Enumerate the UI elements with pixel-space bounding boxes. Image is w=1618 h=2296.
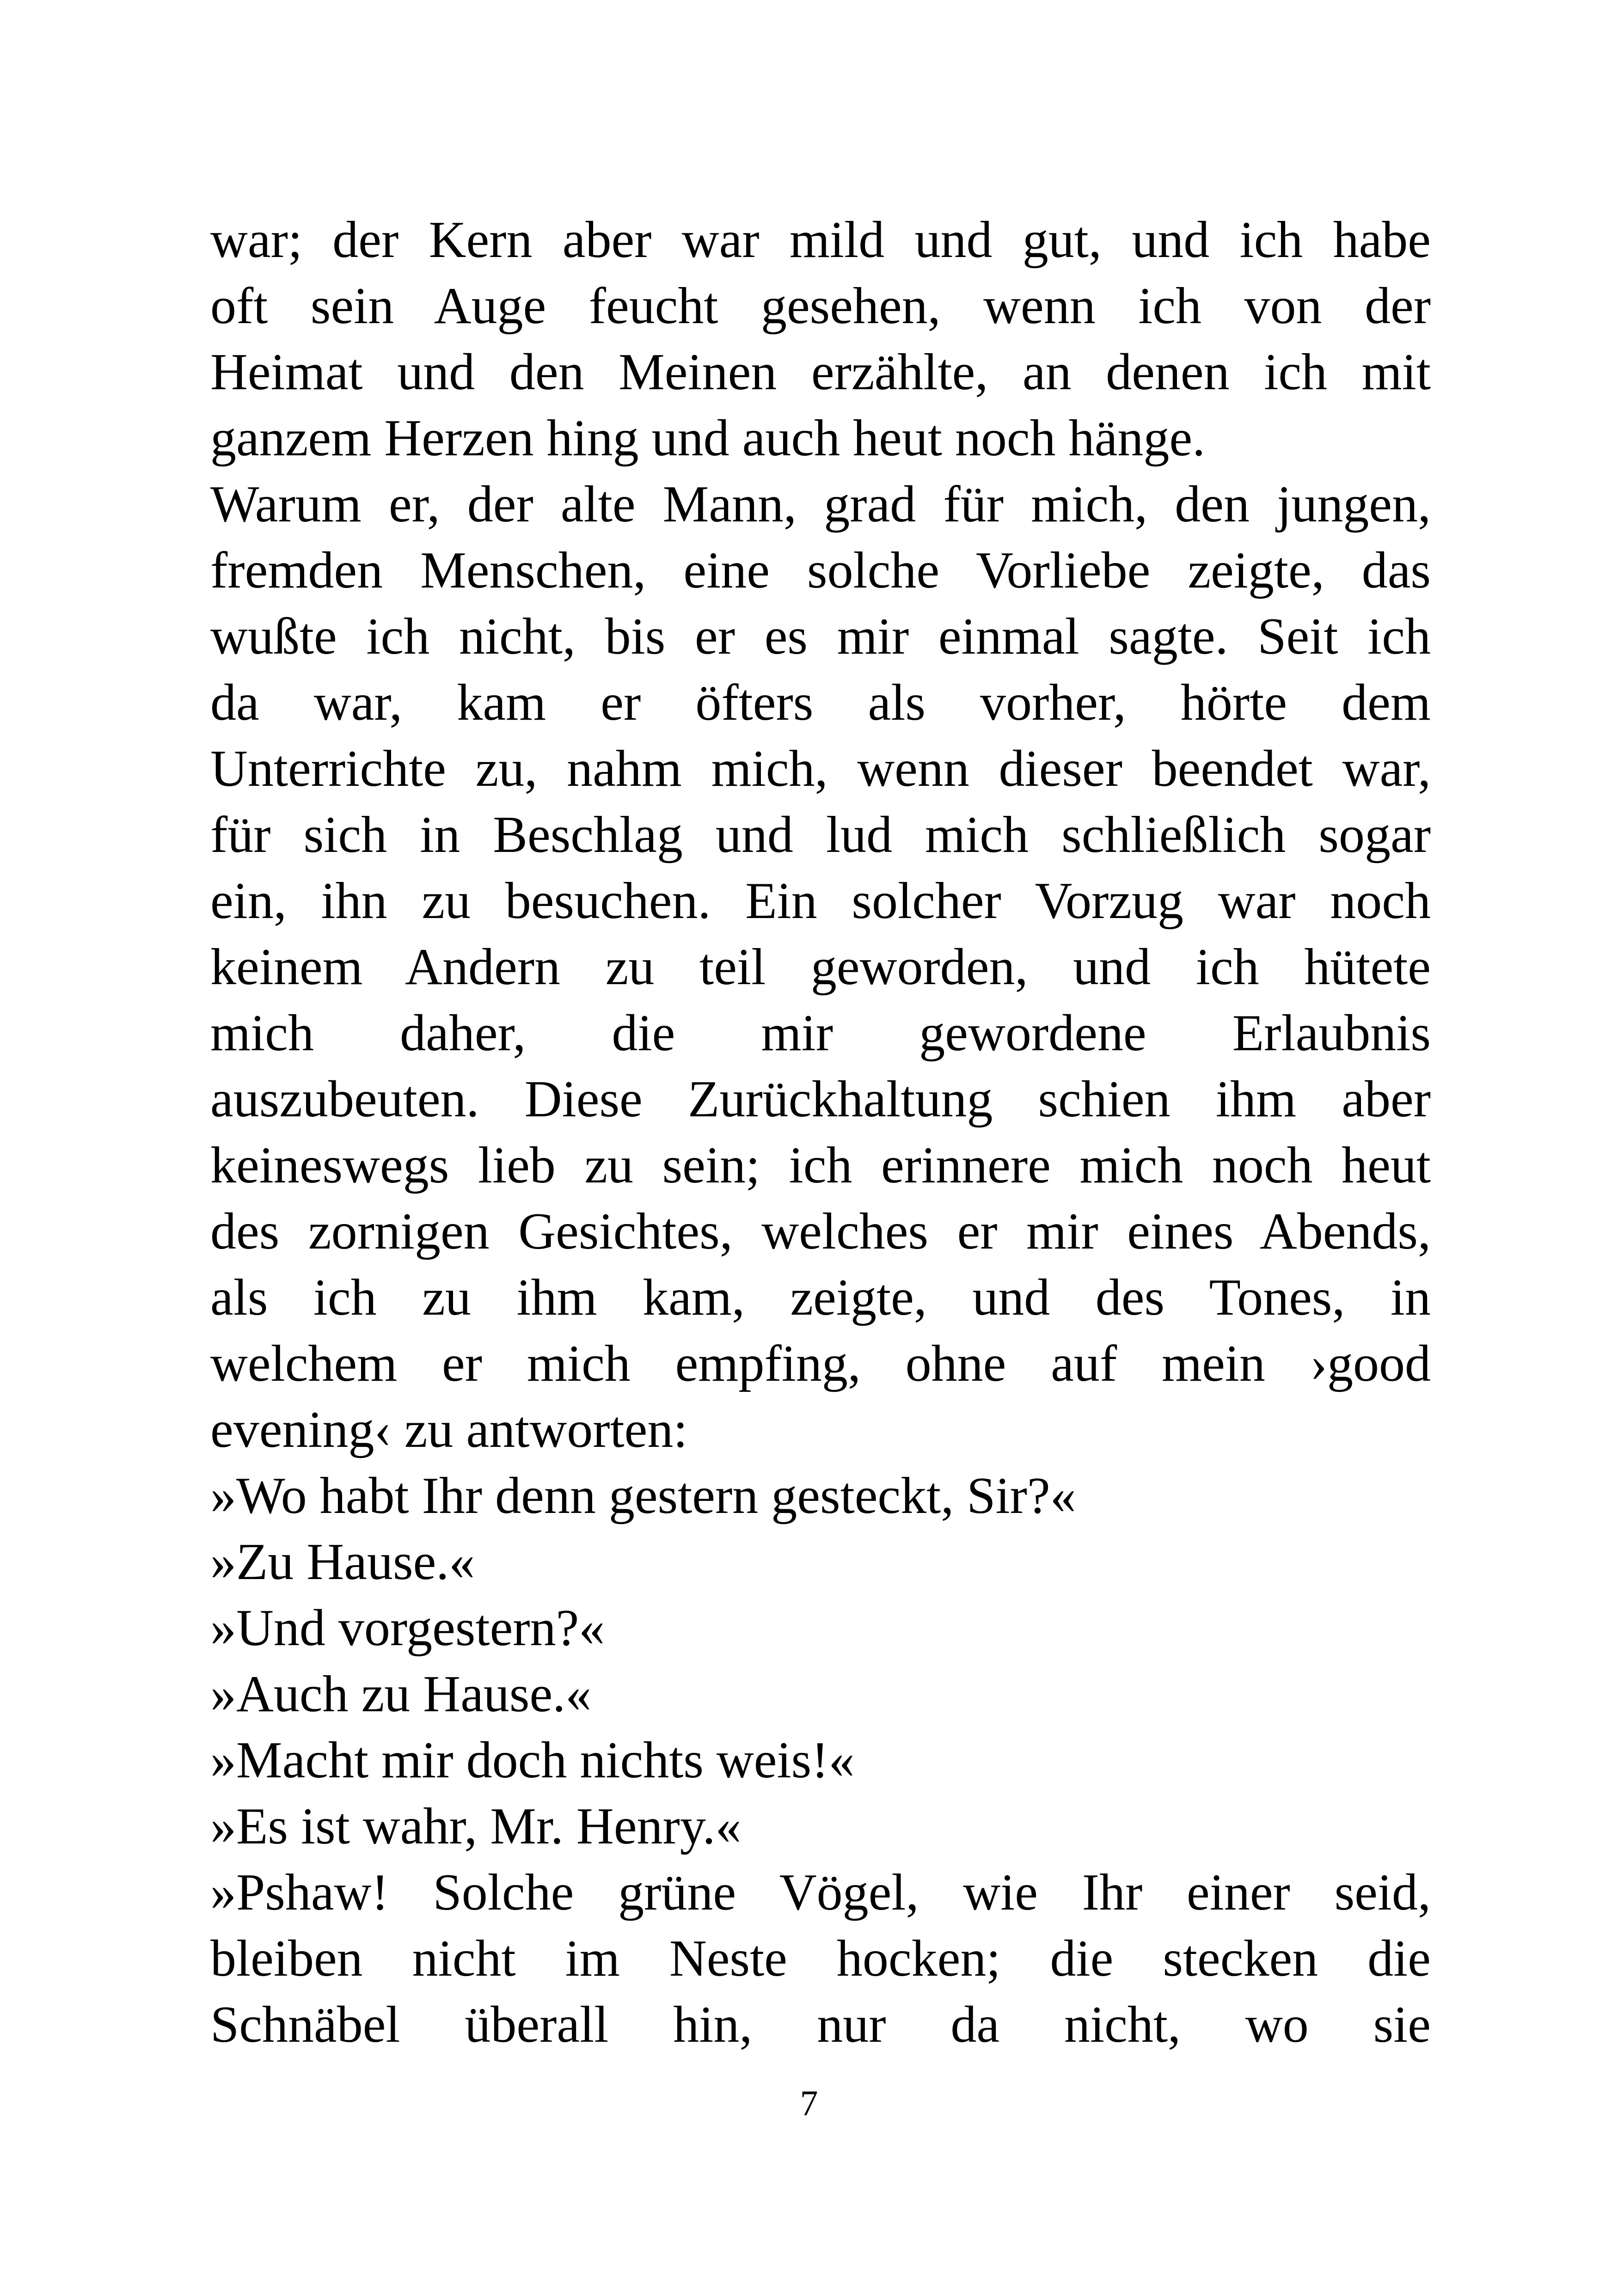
dialogue-line: »Es ist wahr, Mr. Henry.«	[210, 1798, 742, 1855]
text-line: oft sein Auge feucht gesehen, wenn ich von der	[210, 277, 1431, 335]
text-line: da war, kam er öfters als vorher, hörte dem	[210, 674, 1431, 731]
text-line: ein, ihn zu besuchen. Ein solcher Vorzug war noch	[210, 872, 1431, 930]
page-number: 7	[800, 2083, 818, 2123]
dialogue-line: »Wo habt Ihr denn gestern gesteckt, Sir?«	[210, 1467, 1076, 1525]
text-line: keineswegs lieb zu sein; ich erinnere mich noch heut	[210, 1137, 1431, 1194]
text-line: war; der Kern aber war mild und gut, und ich habe	[210, 211, 1431, 269]
dialogue-line: »Zu Hause.«	[210, 1533, 475, 1591]
text-line: keinem Andern zu teil geworden, und ich hütete	[210, 938, 1431, 996]
dialogue-line: »Macht mir doch nichts weis!«	[210, 1732, 855, 1789]
text-line: evening‹ zu antworten:	[210, 1401, 688, 1458]
text-line: mich daher, die mir gewordene Erlaubnis	[210, 1004, 1431, 1062]
dialogue-line: Schnäbel überall hin, nur da nicht, wo sie	[210, 1996, 1431, 2053]
text-line: Warum er, der alte Mann, grad für mich, den jungen,	[210, 476, 1431, 533]
text-line: Heimat und den Meinen erzählte, an denen ich mit	[210, 343, 1431, 401]
text-line: wußte ich nicht, bis er es mir einmal sagte. Seit ich	[210, 608, 1431, 665]
text-line: Unterrichte zu, nahm mich, wenn dieser beendet war,	[210, 740, 1431, 797]
text-line: auszubeuten. Diese Zurückhaltung schien ihm aber	[210, 1071, 1431, 1128]
dialogue-line: »Auch zu Hause.«	[210, 1665, 592, 1723]
text-line: für sich in Beschlag und lud mich schließlich sogar	[210, 806, 1431, 863]
text-line: welchem er mich empfing, ohne auf mein ›good	[210, 1335, 1431, 1392]
dialogue-line: bleiben nicht im Neste hocken; die stecken die	[210, 1930, 1431, 1987]
text-line: ganzem Herzen hing und auch heut noch hänge.	[210, 410, 1206, 467]
dialogue-line: »Und vorgestern?«	[210, 1599, 605, 1657]
dialogue-line: »Pshaw! Solche grüne Vögel, wie Ihr einer seid,	[210, 1864, 1431, 1921]
body-text	[210, 207, 1431, 2058]
text-line: fremden Menschen, eine solche Vorliebe zeigte, das	[210, 542, 1431, 599]
text-line: des zornigen Gesichtes, welches er mir eines Abends,	[210, 1203, 1431, 1260]
text-line: als ich zu ihm kam, zeigte, und des Tones, in	[210, 1269, 1431, 1326]
